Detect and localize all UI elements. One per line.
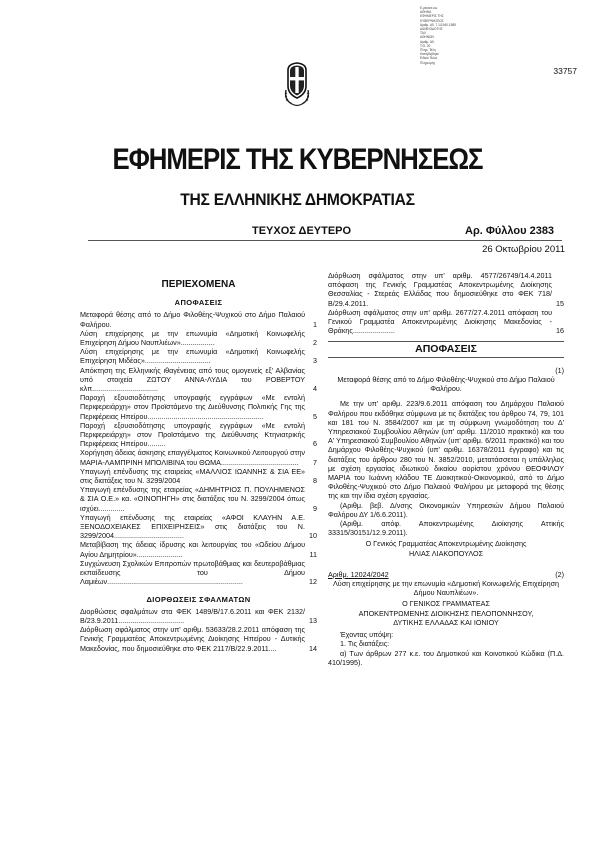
contents-entry[interactable]: Απόκτηση της Ελληνικής ιθαγένειας από τους ομογενείς εξ' Αλβανίας υπό στοιχεία ΖΩΤΟΥ ΑΝΝΑ-ΛΥΔΙΑ του ΡΟΒΕΡΤΟΥ κλπ................................. 4 — [80, 365, 317, 394]
decision-title: Λύση επιχείρησης με την επωνυμία «Δημοτική Κοινωφελής Επιχείρηση Δήμου Ναυπλιέων». — [332, 579, 560, 598]
issue-date: 26 Οκτωβρίου 2011 — [482, 244, 565, 255]
contents-entry[interactable]: Μεταφορά θέσης από το Δήμο Φιλοθέης-Ψυχικού στο Δήμο Παλαιού Φαλήρου. 1 — [80, 310, 317, 329]
header-rule — [88, 240, 562, 241]
contents-entry[interactable]: Υπαγωγή επένδυσης της εταιρείας «ΔΗΜΗΤΡΙΟΣ Π. ΠΟΥΛΗΜΕΝΟΣ & ΣΙΑ Ο.Ε.» κα. «ΟΙΝΟΠΗΓΗ» στις διατάξεις του Ν. 3299/2004 όπως ισχύει............. 9 — [80, 485, 317, 513]
decision-ref: (Αριθμ. απόφ. Αποκεντρωμένης Διοίκησης Αττικής 33315/30151/12.9.2011). — [328, 519, 564, 538]
decision-ref: (Αριθμ. βεβ. Δ/νσης Οικονομικών Υπηρεσιών Δήμου Παλαιού Φαλήρου ΔΥ 1/6.6.2011). — [328, 500, 564, 519]
contents-entry[interactable]: Διόρθωση σφάλματος στην υπ' αριθμ. 2677/27.4.2011 απόφαση του Γενικού Γραμματέα Αποκεντρωμένης Διοίκησης Μακεδονίας - Θράκης..................... 16 — [328, 307, 564, 336]
page-number: 33757 — [553, 66, 577, 76]
postage-imprint: Ε-ρειοεσ-ιιω ΑΘΗΝΑ ΕΦΗΜΕΡΙΣ ΤΗΣ ΚΥΒΕΡΝΗΣΕΩΣ Αριθμ. Αδ. 7.1/1940.1985 ΔΑΝΕΙΟΔΟΤΗΣ ΤΑΧ ΑΘΗΝΩΝ Αριθμ. Αδ. Τ.Θ. 20 Πληρ. Τέλη Καταβλήθηκε Ειδικό Τέλος Πληρωμής — [420, 6, 456, 65]
contents-column — [80, 280, 317, 653]
body-line: α) Των άρθρων 277 κ.ε. του Δημοτικού και Κοινοτικού Κώδικα (Π.Δ. 410/1995). — [328, 648, 564, 667]
decision-title: Μεταφορά θέσης από το Δήμο Φιλοθέης-Ψυχικού στο Δήμο Παλαιού Φαλήρου. — [337, 375, 555, 394]
authority-line: ΔΥΤΙΚΗΣ ΕΛΛΑΔΑΣ ΚΑΙ ΙΟΝΙΟΥ — [393, 617, 499, 627]
contents-entry[interactable]: Υπαγωγή επένδυσης της εταιρείας «ΜΑΛΛΙΟΣ ΙΩΑΝΝΗΣ & ΣΙΑ ΕΕ» στις διατάξεις του Ν. 3299/2004 8 — [80, 466, 317, 486]
contents-heading: ΠΕΡΙΕΧΟΜΕΝΑ — [161, 279, 236, 290]
decision-text: Με την υπ' αριθμ. 223/9.6.2011 απόφαση του Δημάρχου Παλαιού Φαλήρου που εκδόθηκε σύμφωνα με τις διατάξεις του άρθρου 74, 79, 101 και 181 του Ν. 3584/2007 και με τη σύμφωνη γνωμοδότηση του Δ' Υπηρεσιακού Συμβουλίου Αθηνών (υπ' αριθμ. 11/2010 πρακτικό) και του Α' Υπηρεσιακού Συμβουλίου Αθηνών (υπ' αριθμ. 6/2011 πρακτικό) και του Δημάρχου Φιλοθέης-Ψυχικού (υπ' αριθμ. 16378/2011 έγγραφο) και τις διατάξεις του άρθρου 280 του Ν. 3852/2010, μετατάσσεται η υπάλληλος με σχέση εργασίας ιδιωτικού δικαίου αορίστου χρόνου ΘΕΟΦΙΛΟΥ ΜΑΡΙΑ του Ιωάννη κλάδου ΤΕ Διοικητικού-Οικονομικού, από το Δήμο Φιλοθέης-Ψυχικού στο Δήμο Παλαιού Φαλήρου με μεταφορά της θέσης της και την ίδια σχέση εργασίας. — [328, 399, 564, 501]
contents-entry[interactable]: Λύση επιχείρησης με την επωνυμία «Δημοτική Κοινωφελής Επιχείρηση Δήμου Ναυπλιέων»................. 2 — [80, 328, 317, 348]
contents-entry[interactable]: Χορήγηση άδειας άσκησης επαγγέλματος Κοινωνικού Λειτουργού στην ΜΑΡΙΑ-ΛΑΜΠΡΙΝΗ ΜΠΟΛΙΒΙΝΑ του ΘΩΜΑ....................................... 7 — [80, 448, 317, 467]
contents-entry[interactable]: Διόρθωση σφάλματος στην υπ' αριθμ. 4577/26749/14.4.2011 απόφαση της Γενικής Γραμματέας Αποκεντρωμένης Διοίκησης Θεσσαλίας - Στερεάς Ελλάδας που δημοσιεύθηκε στο ΦΕΚ 718/Β/29.4.2011. 15 — [328, 271, 564, 308]
authority-line: Ο ΓΕΝΙΚΟΣ ΓΡΑΜΜΑΤΕΑΣ — [402, 599, 490, 609]
gazette-title: ΕΦΗΜΕΡΙΣ ΤΗΣ ΚΥΒΕΡΝΗΣΕΩΣ — [112, 143, 483, 176]
contents-entry[interactable]: Λύση επιχείρησης με την επωνυμία «Δημοτική Κοινωφελής Επιχείρηση Μιδέας»................................. 3 — [80, 347, 317, 366]
signatory-name: ΗΛΙΑΣ ΛΙΑΚΟΠΟΥΛΟΣ — [408, 548, 484, 558]
body-column — [328, 271, 564, 667]
issue-label: ΤΕΥΧΟΣ ΔΕΥΤΕΡΟ — [252, 225, 352, 237]
contents-entry[interactable]: Συγχώνευση Σχολικών Επιτροπών πρωτοβάθμιας και δευτεροβάθμιας εκπαίδευσης του Δήμου Λαμιέων.................................................................... 12 — [80, 558, 317, 587]
gazette-subtitle: ΤΗΣ ΕΛΛΗΝΙΚΗΣ ΔΗΜΟΚΡΑΤΙΑΣ — [180, 190, 415, 209]
decision-number: (1) — [555, 365, 564, 375]
decision-ref-line: Αριθμ. 12024/2042 (2) — [328, 569, 564, 579]
signatory-role: Ο Γενικός Γραμματέας Αποκεντρωμένης Διοίκησης — [365, 539, 527, 549]
sheet-label: Αρ. Φύλλου — [465, 225, 527, 237]
authority-line: ΑΠΟΚΕΝΤΡΩΜΕΝΗΣ ΔΙΟΙΚΗΣΗΣ ΠΕΛΟΠΟΝΝΗΣΟΥ, — [358, 608, 534, 618]
body-line: Έχοντας υπόψη: — [340, 630, 394, 640]
contents-entry[interactable]: Μεταβίβαση της άδειας ίδρυσης και λειτουργίας του «Ωδείου Δήμου Αγίου Δημητρίου»....................... 11 — [80, 540, 317, 559]
sheet-value: 2383 — [529, 225, 555, 237]
contents-entry[interactable]: Διόρθωση σφάλματος στην υπ' αριθμ. 53633/28.2.2011 απόφαση της Γενικής Γραμματέας Αποκεντρωμένης Διοίκησης Ηπείρου - Δυτικής Μακεδονίας, που δημοσιεύθηκε στο ΦΕΚ 2117/Β/22.9.2011.... 14 — [80, 625, 317, 653]
contents-entry[interactable]: Παροχή εξουσιοδότησης υπογραφής εγγράφων «Με εντολή Περιφερειάρχη» στον Προϊστάμενο της Διεύθυνσης Πολιτικής Γης της Περιφέρειας Ηπείρου.......................................................... 5 — [80, 393, 317, 421]
contents-entry[interactable]: Υπαγωγή επένδυσης της εταιρείας «ΑΦΟΙ ΚΛΑΥΗΝ Α.Ε. ΞΕΝΟΔΟΧΕΙΑΚΕΣ ΕΠΙΧΕΙΡΗΣΕΙΣ» στις διατάξεις του Ν. 3299/2004................................... 10 — [80, 512, 317, 541]
section-rule — [328, 357, 564, 358]
contents-entry[interactable]: Διορθώσεις σφαλμάτων στα ΦΕΚ 1489/Β/17.6.2011 και ΦΕΚ 2132/Β/23.9.2011................................. 13 — [80, 606, 317, 625]
contents-entry[interactable]: Παροχή εξουσιοδότησης υπογραφής εγγράφων «Με εντολή Περιφερειάρχη» στον Προϊστάμενο της Διεύθυνσης Κτηνιατρικής Περιφέρειας Ηπείρου......... 6 — [80, 420, 317, 449]
body-line: 1. Τις διατάξεις: — [340, 639, 390, 649]
sheet-number — [465, 225, 554, 237]
body-decisions-heading: ΑΠΟΦΑΣΕΙΣ — [415, 343, 477, 356]
decisions-subheading: ΑΠΟΦΑΣΕΙΣ — [174, 298, 223, 308]
greek-coat-of-arms-icon — [284, 60, 310, 108]
corrections-subheading: ΔΙΟΡΘΩΣΕΙΣ ΣΦΑΛΜΑΤΩΝ — [146, 594, 251, 604]
section-rule — [328, 341, 564, 342]
